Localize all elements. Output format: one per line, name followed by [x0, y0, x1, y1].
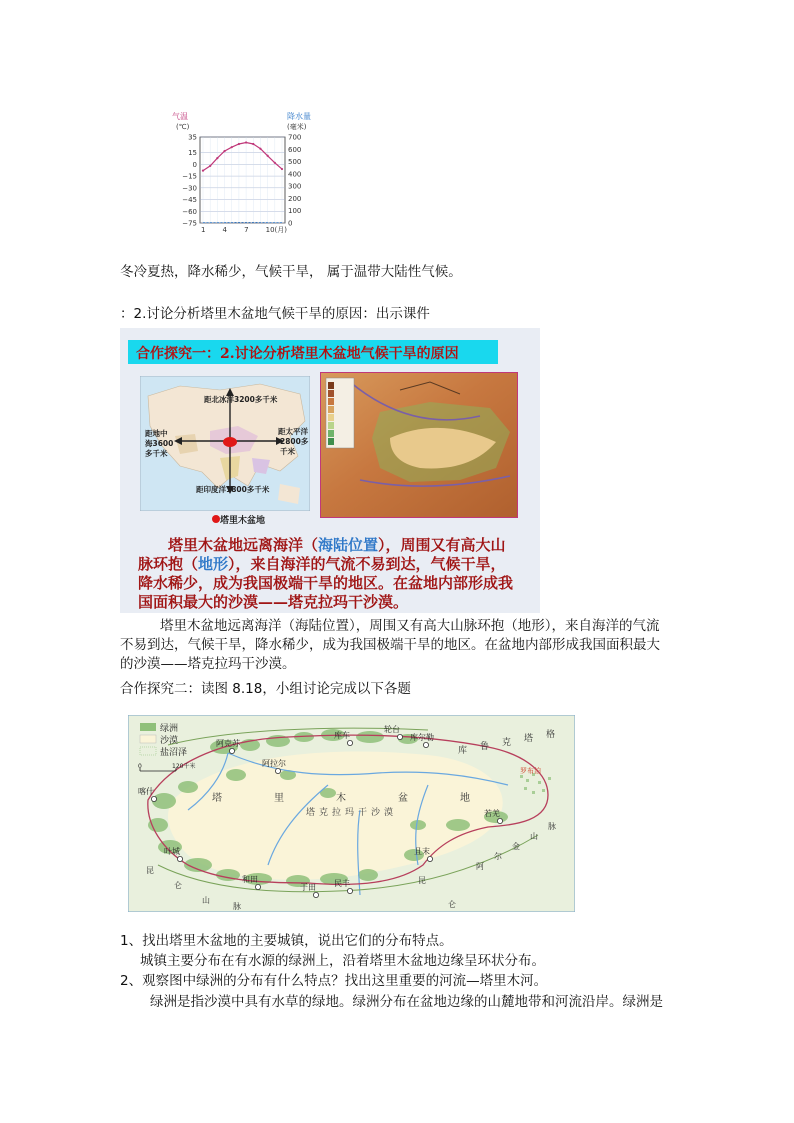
precipitation-tick: 200	[288, 194, 302, 203]
temperature-point	[252, 143, 254, 145]
oasis-patch	[226, 769, 246, 781]
scale-distance: 120千米	[172, 763, 196, 770]
city-marker	[423, 742, 428, 747]
temperature-point	[274, 162, 276, 164]
cooperative-inquiry-2: 合作探究二：读图 8.18，小组讨论完成以下各题	[120, 681, 411, 697]
answer-1: 城镇主要分布在有水源的绿洲上，沿着塔里木盆地边缘呈环状分布。	[140, 953, 545, 969]
altun-mountains-char: 阿	[476, 862, 484, 871]
city-marker	[177, 856, 182, 861]
slide-text-line-2	[138, 555, 534, 574]
city-label: 阿拉尔	[262, 759, 286, 768]
slide-text-segment: 脉环抱（	[138, 555, 199, 573]
city-label: 且末	[414, 847, 430, 856]
temperature-tick: 35	[188, 133, 197, 142]
south-distance-label: 距印度洋1800多千米	[196, 485, 270, 494]
altun-mountains-char: 山	[530, 832, 538, 841]
temperature-point	[202, 170, 204, 172]
plot-frame	[200, 137, 285, 223]
basin-name-char: 地	[460, 793, 470, 804]
west-distance-label-1: 距地中	[145, 429, 168, 438]
basin-name-char: 盆	[398, 793, 408, 804]
basin-legend-label: 塔里木盆地	[220, 516, 266, 526]
question-1: 1、找出塔里木盆地的主要城镇，说出它们的分布特点。	[120, 933, 453, 949]
lop-nur-label: 罗布泊	[520, 767, 541, 775]
temperature-point	[216, 157, 218, 159]
legend-oasis: 绿洲	[160, 724, 179, 734]
city-marker	[255, 884, 260, 889]
temperature-tick: −60	[182, 207, 197, 216]
kuluktag-char: 克	[502, 738, 512, 748]
temperature-point	[223, 150, 225, 152]
slide-text-segment: 塔里木盆地远离海洋（	[168, 536, 319, 554]
highlight-sea-land-position: 海陆位置	[318, 536, 379, 554]
tarim-basin-marker	[223, 437, 237, 447]
city-label: 若羌	[484, 809, 500, 818]
legend-salt-marsh: 盐沼泽	[160, 748, 188, 758]
city-marker	[427, 856, 432, 861]
oasis-patch	[356, 731, 384, 743]
month-tick: 7	[244, 226, 249, 234]
kuluktag-char: 库	[458, 746, 468, 756]
slide-title: 合作探究一：2.讨论分析塔里木盆地气候干旱的原因	[136, 346, 459, 362]
precipitation-tick: 500	[288, 158, 302, 167]
kuluktag-char: 格	[546, 730, 556, 740]
climate-summary: 冬冷夏热，降水稀少，气候干旱， 属于温带大陆性气候。	[120, 264, 462, 280]
temperature-axis-unit: (℃)	[176, 123, 190, 131]
slide-explanation	[138, 536, 534, 612]
temperature-tick: −15	[182, 172, 197, 181]
desert-label: 塔克拉玛干沙漠	[306, 808, 398, 818]
explanation-line-3: 的沙漠——塔克拉玛干沙漠。	[120, 656, 296, 672]
precipitation-tick: 400	[288, 170, 302, 179]
temperature-tick: −30	[182, 184, 197, 193]
elevation-legend	[326, 378, 354, 448]
city-label: 喀什	[138, 787, 154, 796]
precipitation-tick: 300	[288, 182, 302, 191]
basin-name-char: 塔	[212, 793, 222, 804]
month-tick: 10(月)	[265, 226, 288, 234]
city-marker	[347, 888, 352, 893]
altun-mountains-char: 尔	[494, 852, 502, 861]
precipitation-axis-unit: (毫米)	[287, 123, 307, 131]
city-label: 库尔勒	[410, 733, 434, 742]
climate-chart	[170, 110, 330, 235]
temperature-point	[267, 155, 269, 157]
basin-name-char: 木	[336, 793, 346, 804]
kunlun-west-char: 山	[202, 896, 210, 905]
temperature-point	[281, 168, 283, 170]
city-marker	[275, 768, 280, 773]
explanation-line-1: 塔里木盆地远离海洋（海陆位置），周围又有高大山脉环抱（地形），来自海洋的气流	[160, 618, 660, 634]
east-distance-label-1: 距太平洋	[278, 427, 308, 436]
city-label: 轮台	[384, 725, 400, 734]
city-label: 民丰	[334, 879, 350, 888]
slide-text-segment: ），周围又有高大山	[378, 536, 506, 554]
altun-mountains-char: 脉	[548, 822, 556, 831]
month-tick: 1	[201, 226, 206, 234]
explanation-line-2: 不易到达，气候干旱，降水稀少，成为我国极端干旱的地区。在盆地内部形成我国面积最大	[120, 637, 660, 653]
precipitation-tick: 700	[288, 133, 302, 142]
kunlun-mountains-char: 昆	[418, 876, 426, 885]
temperature-tick: 15	[188, 149, 197, 158]
oasis-patch	[358, 869, 378, 881]
city-label: 库车	[334, 731, 350, 740]
slide-text-segment: 降水稀少，成为我国极端干旱的地区。在盆地内部形成我	[138, 574, 514, 592]
temperature-point	[259, 148, 261, 150]
temperature-point	[245, 141, 247, 143]
kuluktag-char: 鲁	[480, 742, 490, 752]
question-2: 2、观察图中绿洲的分布有什么特点？找出这里重要的河流—塔里木河。	[120, 973, 548, 989]
temperature-tick: −45	[182, 196, 197, 205]
oasis-patch	[410, 820, 426, 830]
temperature-tick: −75	[182, 219, 197, 228]
highlight-terrain: 地形	[198, 555, 229, 573]
city-marker	[497, 818, 502, 823]
temperature-axis-title: 气温	[172, 112, 188, 121]
asia-distance-map	[140, 376, 310, 511]
basin-legend	[210, 512, 290, 526]
west-distance-label-3: 多千米	[145, 449, 168, 458]
city-label: 和田	[242, 875, 258, 884]
kunlun-west-char: 脉	[233, 902, 241, 911]
precipitation-tick: 0	[288, 219, 293, 228]
month-tick: 4	[222, 226, 228, 234]
east-distance-label-2: 2800多	[280, 437, 309, 446]
slide-text-line-3	[138, 574, 534, 593]
city-marker	[229, 748, 234, 753]
oasis-patch	[178, 781, 198, 793]
tarim-basin-map	[128, 715, 575, 912]
temperature-point	[231, 146, 233, 148]
kunlun-mountains-char: 仑	[448, 900, 456, 909]
precipitation-tick: 600	[288, 145, 302, 154]
east-distance-label-3: 千米	[280, 447, 295, 456]
slide-title-bar	[128, 340, 498, 364]
north-distance-label: 距北冰洋3200多千米	[204, 395, 278, 404]
slide-text-segment: ），来自海洋的气流不易到达，气候干旱，	[228, 555, 506, 573]
city-label: 于田	[300, 883, 316, 892]
kunlun-west-char: 昆	[146, 866, 154, 875]
west-distance-label-2: 海3600	[145, 439, 174, 448]
oasis-patch	[148, 818, 168, 832]
city-marker	[313, 892, 318, 897]
city-marker	[347, 740, 352, 745]
relief-map	[320, 372, 518, 518]
temperature-point	[238, 143, 240, 145]
city-label: 阿克苏	[216, 739, 240, 748]
slide-text-line-1	[138, 536, 534, 555]
temperature-tick: 0	[192, 160, 197, 169]
explanation-paragraph	[120, 617, 660, 674]
altun-mountains-char: 金	[512, 842, 520, 851]
legend-desert: 沙漠	[160, 736, 179, 746]
city-marker	[151, 796, 156, 801]
temperature-point	[209, 165, 211, 167]
city-label: 叶城	[164, 847, 180, 856]
scale-zero: 0	[138, 763, 142, 770]
oasis-patch	[446, 819, 470, 831]
slide-text-segment: 国面积最大的沙漠——塔克拉玛干沙漠。	[138, 593, 409, 611]
kunlun-west-char: 仑	[174, 881, 182, 890]
precipitation-axis-title: 降水量	[287, 112, 311, 121]
precipitation-tick: 100	[288, 207, 302, 216]
kuluktag-char: 塔	[524, 734, 534, 744]
city-marker	[397, 734, 402, 739]
basin-name-char: 里	[274, 793, 284, 804]
slide-text-line-4	[138, 593, 534, 612]
answer-2: 绿洲是指沙漠中具有水草的绿地。绿洲分布在盆地边缘的山麓地带和河流沿岸。绿洲是	[150, 994, 663, 1010]
discussion-intro: ：2.讨论分析塔里木盆地气候干旱的原因：出示课件	[120, 306, 430, 322]
